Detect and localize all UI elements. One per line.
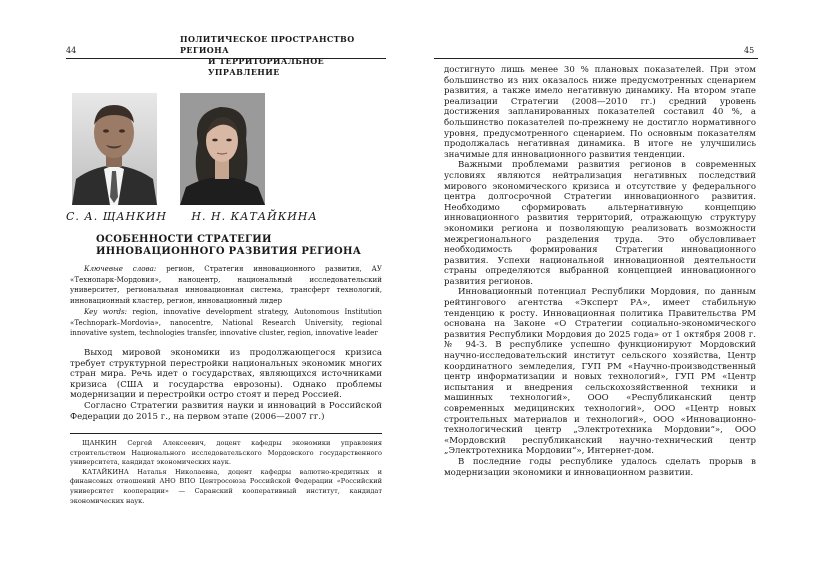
paragraph: В последние годы республике удалось сделать прорыв в модернизации экономики и инновационном развитии.	[444, 456, 756, 478]
keywords-ru	[70, 264, 382, 306]
page-number-right: 45	[744, 46, 755, 55]
footnote: ЩАНКИН Сергей Алексеевич, доцент кафедры экономики управления строительством Национального исследовательского Мордовского государственного университета, кандидат экономических наук.	[70, 439, 382, 467]
keywords-en-text: region, innovative development strategy, Autonomous Institution «Technopark–Mordovia», nanocentre, National Research University, regional innovative system, technologies transfer, innovative cluster, region, innovative leader	[70, 307, 382, 338]
author-footnotes	[70, 439, 382, 506]
body-text-right	[444, 65, 756, 478]
paragraph: Выход мировой экономики из продолжающегося кризиса требует структурной перестройки национальных экономик многих стран мира. Речь идет о государствах, являющихся источниками кризиса (США и государства еврозоны). Однако проблемы модернизации и перестройки остро стоят и перед Россией.	[70, 348, 382, 401]
paragraph: Инновационный потенциал Республики Мордовия, по данным рейтингового агентства «Эксперт РА», имеет стабильную тенденцию к росту. Инновационная политика Правительства РМ основана на Законе «О Стратегии социально-экономического развития Республики Мордовия до 2025 года» от 1 октября 2008 г. № 94-З. В республике успешно функционируют Мордовский научно-исследовательский институт сельского хозяйства, Центр координатного земледелия, ГУП РМ «Научно-производственный центр информатизации и новых технологий», ГУП РМ «Центр испытания и внедрения сельскохозяйственной техники и машинных технологий», ООО «Республиканский центр современных медицинских технологий», ООО «Центр новых строительных материалов и технологий», ООО «Инновационно-технологический центр „Электротехника Мордовии“», ООО «Мордовский республиканский научно-технический центр „Электротехника Мордовии“», Интернет-дом.	[444, 287, 756, 457]
paragraph: Согласно Стратегии развития науки и инноваций в Российской Федерации до 2015 г., на первом этапе (2006—2007 гг.)	[70, 400, 382, 422]
keywords-ru-text: регион, Стратегия инновационного развития, АУ «Технопарк-Мордовия», наноцентр, национальный исследовательский университет, региональная инновационная система, трансферт технологий, инновационный кластер, регион, инновационный лидер	[70, 264, 382, 305]
header-rule	[66, 58, 386, 59]
keywords-ru-label: Ключевые слова:	[84, 264, 157, 273]
article-title: ОСОБЕННОСТИ СТРАТЕГИИ ИННОВАЦИОННОГО РАЗВИТИЯ РЕГИОНА	[96, 234, 362, 257]
right-page	[410, 0, 820, 580]
author-name: Н. Н. КАТАЙКИНА	[191, 210, 318, 223]
keywords-en	[70, 307, 382, 339]
body-text-left	[70, 348, 382, 422]
author-name: С. А. ЩАНКИН	[66, 210, 167, 223]
footnote: КАТАЙКИНА Наталья Николаевна, доцент кафедры валютно-кредитных и финансовых отношений АНО ВПО Центросоюза Российской Федерации «Российский университет кооперации» — Саранский кооперативный институт, кандидат экономических наук.	[70, 467, 382, 505]
running-head: ПОЛИТИЧЕСКОЕ ПРОСТРАНСТВО РЕГИОНА И ТЕРРИТОРИАЛЬНОЕ УПРАВЛЕНИЕ	[180, 34, 355, 77]
keywords-en-label: Key words:	[84, 307, 128, 316]
author-photo-shchankin	[72, 93, 157, 205]
header-rule	[434, 58, 758, 59]
page-number-left: 44	[66, 46, 77, 55]
footnote-rule	[70, 433, 382, 434]
author-photo-kataykina	[180, 93, 265, 205]
paragraph: Важными проблемами развития регионов в современных условиях являются нейтрализация негативных последствий мирового экономического кризиса и отсутствие у федерального центра долгосрочной Стратегии инновационного развития. Необходимо сформировать альтернативную концепцию инновационного развития территорий, отражающую структуру экономики региона и позволяющую реализовать возможности межрегионального разделения труда. Это обусловливает необходимость формирования Стратегии инновационного развития. Успехи национальной инновационной деятельности страны определяются выбранной концепцией инновационного развития регионов.	[444, 160, 756, 287]
authors	[66, 210, 338, 223]
paragraph: достигнуто лишь менее 30 % плановых показателей. При этом большинство из них оказалось ниже предусмотренных сценарием развития, а также имело негативную динамику. На втором этапе реализации Стратегии (2008—2010 гг.) средний уровень достижения запланированных показателей составил 40 %, а большинство показателей по-прежнему не достигло нормативного уровня, предусмотренного сценарием. По основным показателям продолжалась негативная динамика. В итоге не улучшились значимые для инновационного развития тенденции.	[444, 65, 756, 160]
